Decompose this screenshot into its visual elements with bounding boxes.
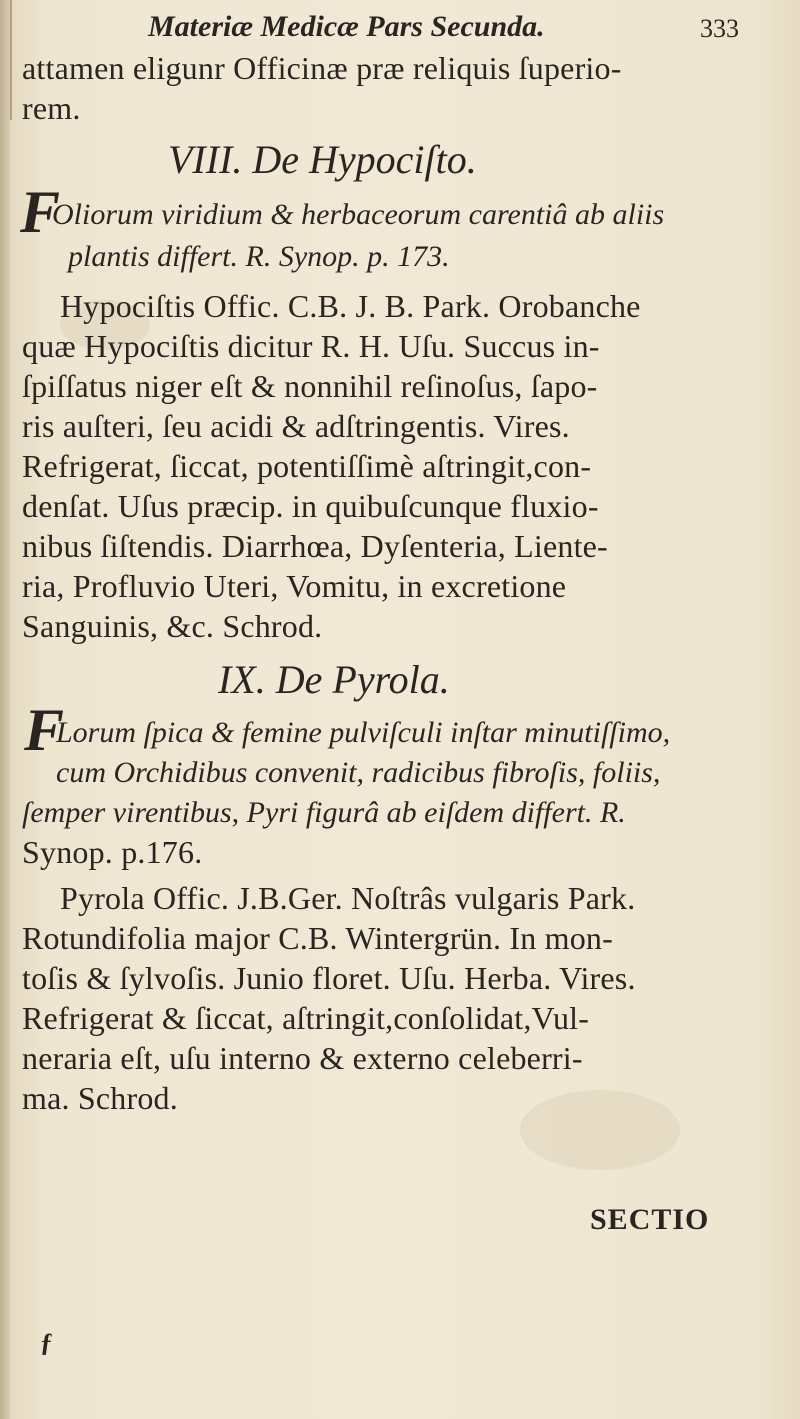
text-line: ſemper virentibus, Pyri figurâ ab eiſdem differt. R.: [22, 796, 626, 829]
running-head: Materiæ Medicæ Pars Secunda.: [148, 10, 545, 43]
text-line: Refrigerat, ſiccat, potentiſſimè aſtringit,con-: [22, 448, 592, 484]
text-line: denſat. Uſus præcip. in quibuſcunque fluxio-: [22, 488, 599, 524]
text-line: ria, Profluvio Uteri, Vomitu, in excretione: [22, 568, 567, 604]
text-line: ma. Schrod.: [22, 1080, 178, 1116]
text-line: Hypociſtis Offic. C.B. J. B. Park. Orobanche: [60, 288, 641, 324]
gutter-rule: [10, 0, 12, 120]
text-line: cum Orchidibus convenit, radicibus fibroſis, foliis,: [56, 756, 661, 789]
text-line: rem.: [22, 90, 81, 126]
text-line: Pyrola Offic. J.B.Ger. Noſtrâs vulgaris Park.: [60, 880, 636, 916]
catchword: SECTIO: [590, 1203, 710, 1236]
text-line: ris auſteri, ſeu acidi & adſtringentis. Vires.: [22, 408, 570, 444]
text-line: Rotundifolia major C.B. Wintergrün. In mon-: [22, 920, 613, 956]
drop-capital: F: [20, 179, 61, 245]
text-line: attamen eligunr Officinæ præ reliquis ſuperio-: [22, 50, 622, 86]
text-line: toſis & ſylvoſis. Junio floret. Uſu. Herba. Vires.: [22, 960, 636, 996]
text-line: ſpiſſatus niger eſt & nonnihil reſinoſus, ſapo-: [22, 368, 598, 404]
section-heading: VIII. De Hypociſto.: [168, 137, 477, 182]
text-line: Sanguinis, &c. Schrod.: [22, 608, 323, 644]
text-line: Synop. p.176.: [22, 834, 203, 870]
text-line: Oliorum viridium & herbaceorum carentiâ ab aliis: [52, 198, 665, 231]
text-line: quæ Hypociſtis dicitur R. H. Uſu. Succus in-: [22, 328, 600, 364]
page-number: 333: [700, 14, 739, 43]
text-line: neraria eſt, uſu interno & externo celeberri-: [22, 1040, 583, 1076]
drop-capital: F: [24, 697, 65, 763]
text-line: nibus ſiſtendis. Diarrhœa, Dyſenteria, Liente-: [22, 528, 608, 564]
page-gutter: [0, 0, 10, 1419]
text-line: Lorum ſpica & femine pulviſculi inſtar minutiſſimo,: [56, 716, 671, 749]
section-heading: IX. De Pyrola.: [218, 657, 450, 702]
text-line: Refrigerat & ſiccat, aſtringit,conſolidat,Vul-: [22, 1000, 590, 1036]
paper-stain: [520, 1090, 680, 1170]
text-line: plantis differt. R. Synop. p. 173.: [68, 240, 450, 273]
signature-mark: ƒ: [40, 1328, 53, 1357]
